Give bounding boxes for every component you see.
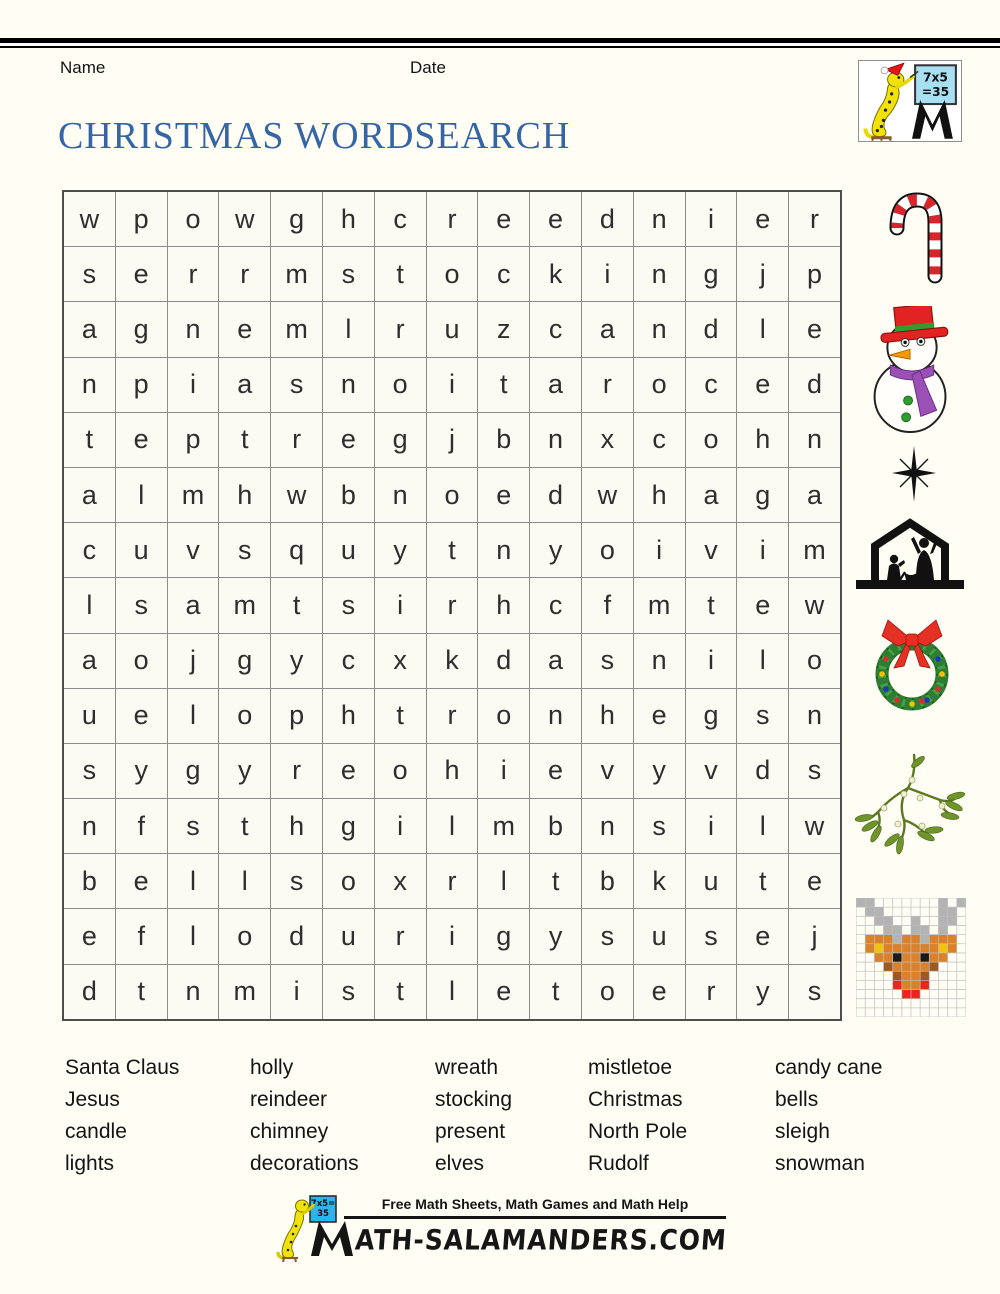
- grid-cell: p: [271, 688, 323, 743]
- wordmark-m-glyph: [310, 1220, 354, 1256]
- grid-cell: k: [530, 247, 582, 302]
- grid-cell: p: [167, 412, 219, 467]
- grid-cell: f: [115, 799, 167, 854]
- grid-row: [63, 633, 841, 688]
- grid-cell: j: [167, 633, 219, 688]
- grid-cell: i: [685, 799, 737, 854]
- grid-cell: s: [633, 799, 685, 854]
- grid-cell: m: [789, 523, 841, 578]
- grid-cell: r: [271, 743, 323, 798]
- grid-cell: s: [685, 909, 737, 964]
- grid-cell: v: [685, 743, 737, 798]
- word-item: snowman: [775, 1152, 865, 1175]
- wordsearch-grid-body: [63, 191, 841, 1020]
- word-item: Jesus: [65, 1088, 120, 1111]
- grid-cell: a: [63, 467, 115, 522]
- grid-cell: p: [115, 357, 167, 412]
- grid-cell: i: [426, 357, 478, 412]
- word-list-column: [65, 1052, 179, 1180]
- footer-rule: [344, 1216, 726, 1219]
- grid-cell: h: [219, 467, 271, 522]
- grid-cell: r: [685, 964, 737, 1020]
- grid-cell: a: [685, 467, 737, 522]
- word-item: Santa Claus: [65, 1056, 180, 1079]
- grid-cell: l: [737, 633, 789, 688]
- grid-cell: g: [685, 688, 737, 743]
- grid-cell: n: [789, 412, 841, 467]
- grid-row: [63, 688, 841, 743]
- grid-cell: d: [271, 909, 323, 964]
- grid-cell: t: [271, 578, 323, 633]
- grid-cell: i: [633, 523, 685, 578]
- footer-tagline: Free Math Sheets, Math Games and Math Help: [381, 1196, 689, 1212]
- grid-cell: h: [322, 191, 374, 247]
- grid-cell: s: [115, 578, 167, 633]
- grid-cell: i: [167, 357, 219, 412]
- grid-cell: r: [426, 854, 478, 909]
- grid-cell: a: [63, 302, 115, 357]
- grid-cell: m: [167, 467, 219, 522]
- grid-cell: l: [167, 854, 219, 909]
- word-list-column: [250, 1052, 359, 1180]
- grid-cell: r: [426, 688, 478, 743]
- grid-cell: y: [374, 523, 426, 578]
- name-label: Name: [60, 58, 106, 77]
- grid-cell: y: [633, 743, 685, 798]
- grid-cell: s: [322, 964, 374, 1020]
- grid-cell: c: [322, 633, 374, 688]
- grid-cell: c: [685, 357, 737, 412]
- grid-cell: r: [426, 191, 478, 247]
- word-item: decorations: [250, 1152, 359, 1175]
- grid-cell: o: [581, 523, 633, 578]
- grid-cell: m: [478, 799, 530, 854]
- grid-cell: e: [115, 247, 167, 302]
- grid-cell: y: [219, 743, 271, 798]
- grid-cell: e: [115, 688, 167, 743]
- grid-cell: b: [530, 799, 582, 854]
- mistletoe-image: [854, 750, 970, 855]
- candy-cane-image: [884, 192, 946, 284]
- grid-cell: l: [737, 302, 789, 357]
- grid-cell: j: [789, 909, 841, 964]
- grid-cell: w: [789, 578, 841, 633]
- grid-cell: o: [219, 688, 271, 743]
- grid-cell: e: [633, 688, 685, 743]
- grid-row: [63, 467, 841, 522]
- grid-cell: o: [633, 357, 685, 412]
- grid-cell: l: [426, 799, 478, 854]
- grid-cell: l: [63, 578, 115, 633]
- grid-cell: m: [271, 302, 323, 357]
- grid-cell: e: [478, 191, 530, 247]
- word-item: present: [435, 1120, 506, 1143]
- grid-cell: s: [63, 247, 115, 302]
- grid-cell: c: [633, 412, 685, 467]
- date-label: Date: [410, 58, 446, 77]
- grid-cell: m: [633, 578, 685, 633]
- word-item: elves: [435, 1152, 485, 1175]
- grid-cell: a: [789, 467, 841, 522]
- grid-cell: y: [530, 909, 582, 964]
- grid-cell: i: [685, 633, 737, 688]
- grid-cell: o: [789, 633, 841, 688]
- grid-cell: a: [581, 302, 633, 357]
- footer: [0, 1194, 1000, 1262]
- logo-m-glyph: [912, 100, 953, 139]
- grid-cell: s: [322, 578, 374, 633]
- grid-cell: h: [581, 688, 633, 743]
- nativity-scene-image: [854, 506, 966, 592]
- grid-cell: a: [63, 633, 115, 688]
- grid-row: [63, 799, 841, 854]
- grid-cell: d: [530, 467, 582, 522]
- grid-cell: d: [63, 964, 115, 1020]
- grid-cell: v: [167, 523, 219, 578]
- grid-cell: x: [374, 633, 426, 688]
- top-double-rule: [0, 38, 1000, 48]
- logo-board-line2: =35: [921, 84, 950, 99]
- grid-cell: e: [530, 743, 582, 798]
- grid-cell: i: [685, 191, 737, 247]
- grid-cell: o: [167, 191, 219, 247]
- grid-cell: n: [63, 799, 115, 854]
- grid-cell: e: [737, 191, 789, 247]
- grid-row: [63, 247, 841, 302]
- wreath-image: [854, 616, 970, 716]
- grid-cell: g: [737, 467, 789, 522]
- grid-cell: u: [63, 688, 115, 743]
- grid-cell: e: [737, 357, 789, 412]
- grid-cell: n: [322, 357, 374, 412]
- grid-cell: e: [219, 302, 271, 357]
- grid-cell: a: [530, 357, 582, 412]
- grid-cell: h: [633, 467, 685, 522]
- grid-cell: c: [478, 247, 530, 302]
- grid-cell: n: [789, 688, 841, 743]
- grid-cell: g: [685, 247, 737, 302]
- word-item: Rudolf: [588, 1152, 649, 1175]
- grid-cell: o: [322, 854, 374, 909]
- grid-cell: r: [581, 357, 633, 412]
- grid-cell: u: [685, 854, 737, 909]
- grid-cell: g: [219, 633, 271, 688]
- grid-cell: t: [374, 964, 426, 1020]
- grid-cell: t: [374, 688, 426, 743]
- grid-cell: w: [581, 467, 633, 522]
- grid-cell: g: [271, 191, 323, 247]
- grid-cell: x: [581, 412, 633, 467]
- grid-cell: r: [271, 412, 323, 467]
- grid-cell: y: [115, 743, 167, 798]
- grid-cell: r: [426, 578, 478, 633]
- grid-cell: s: [167, 799, 219, 854]
- grid-cell: a: [219, 357, 271, 412]
- grid-cell: u: [115, 523, 167, 578]
- grid-cell: s: [581, 633, 633, 688]
- grid-cell: d: [737, 743, 789, 798]
- grid-cell: d: [685, 302, 737, 357]
- word-item: bells: [775, 1088, 819, 1111]
- grid-cell: w: [63, 191, 115, 247]
- grid-cell: s: [63, 743, 115, 798]
- grid-cell: w: [789, 799, 841, 854]
- grid-cell: l: [219, 854, 271, 909]
- grid-cell: p: [789, 247, 841, 302]
- word-item: sleigh: [775, 1120, 830, 1143]
- grid-cell: i: [478, 743, 530, 798]
- grid-cell: a: [530, 633, 582, 688]
- grid-cell: t: [374, 247, 426, 302]
- grid-cell: t: [478, 357, 530, 412]
- grid-row: [63, 854, 841, 909]
- word-item: chimney: [250, 1120, 329, 1143]
- grid-cell: s: [322, 247, 374, 302]
- grid-cell: l: [478, 854, 530, 909]
- grid-cell: l: [167, 688, 219, 743]
- footer-wordmark: [310, 1220, 729, 1256]
- grid-cell: l: [115, 467, 167, 522]
- grid-cell: l: [426, 964, 478, 1020]
- grid-cell: h: [737, 412, 789, 467]
- grid-cell: e: [322, 743, 374, 798]
- grid-cell: n: [530, 688, 582, 743]
- word-item: reindeer: [250, 1088, 328, 1111]
- grid-cell: s: [271, 854, 323, 909]
- grid-row: [63, 743, 841, 798]
- grid-cell: o: [478, 688, 530, 743]
- grid-cell: b: [478, 412, 530, 467]
- grid-cell: e: [789, 854, 841, 909]
- grid-cell: f: [115, 909, 167, 964]
- grid-cell: q: [271, 523, 323, 578]
- reindeer-pixel-image: [856, 898, 966, 1017]
- grid-cell: z: [478, 302, 530, 357]
- grid-cell: o: [374, 743, 426, 798]
- grid-row: [63, 964, 841, 1020]
- grid-cell: r: [374, 909, 426, 964]
- word-item: wreath: [435, 1056, 499, 1079]
- grid-cell: c: [530, 302, 582, 357]
- grid-cell: o: [374, 357, 426, 412]
- grid-cell: n: [530, 412, 582, 467]
- grid-cell: u: [633, 909, 685, 964]
- grid-row: [63, 302, 841, 357]
- grid-cell: o: [426, 467, 478, 522]
- grid-cell: p: [115, 191, 167, 247]
- grid-cell: g: [374, 412, 426, 467]
- grid-cell: i: [374, 578, 426, 633]
- grid-cell: c: [530, 578, 582, 633]
- grid-cell: j: [426, 412, 478, 467]
- grid-cell: n: [633, 247, 685, 302]
- grid-cell: r: [167, 247, 219, 302]
- grid-cell: u: [426, 302, 478, 357]
- grid-cell: l: [737, 799, 789, 854]
- grid-cell: e: [789, 302, 841, 357]
- grid-cell: e: [115, 854, 167, 909]
- grid-cell: g: [322, 799, 374, 854]
- word-list-column: [775, 1052, 882, 1180]
- word-item: holly: [250, 1056, 294, 1079]
- grid-cell: e: [115, 412, 167, 467]
- grid-cell: s: [789, 743, 841, 798]
- grid-cell: n: [63, 357, 115, 412]
- grid-cell: e: [530, 191, 582, 247]
- grid-cell: n: [581, 799, 633, 854]
- grid-cell: t: [115, 964, 167, 1020]
- grid-cell: o: [426, 247, 478, 302]
- grid-cell: n: [633, 633, 685, 688]
- grid-cell: e: [478, 467, 530, 522]
- grid-cell: g: [478, 909, 530, 964]
- grid-cell: i: [426, 909, 478, 964]
- snowman-hat-icon: [878, 306, 948, 343]
- grid-cell: d: [581, 191, 633, 247]
- grid-cell: k: [426, 633, 478, 688]
- grid-cell: e: [737, 578, 789, 633]
- grid-cell: n: [633, 302, 685, 357]
- grid-cell: j: [737, 247, 789, 302]
- grid-cell: w: [271, 467, 323, 522]
- grid-cell: e: [478, 964, 530, 1020]
- grid-cell: t: [219, 412, 271, 467]
- word-item: candle: [65, 1120, 127, 1143]
- grid-cell: t: [63, 412, 115, 467]
- grid-cell: o: [115, 633, 167, 688]
- snowman-image: [862, 306, 962, 434]
- word-list-column: [435, 1052, 512, 1180]
- logo-board-line1: 7x5: [923, 70, 948, 85]
- grid-cell: o: [581, 964, 633, 1020]
- grid-cell: s: [789, 964, 841, 1020]
- grid-cell: e: [63, 909, 115, 964]
- grid-cell: o: [685, 412, 737, 467]
- footer-board-line1: 7x5=: [310, 1199, 336, 1209]
- grid-cell: y: [271, 633, 323, 688]
- math-salamanders-logo: [858, 60, 962, 142]
- grid-cell: g: [115, 302, 167, 357]
- grid-cell: c: [63, 523, 115, 578]
- grid-row: [63, 357, 841, 412]
- grid-cell: e: [633, 964, 685, 1020]
- word-list-column: [588, 1052, 687, 1180]
- grid-cell: r: [219, 247, 271, 302]
- grid-cell: w: [219, 191, 271, 247]
- grid-cell: d: [478, 633, 530, 688]
- wordsearch-grid: [62, 190, 842, 1021]
- grid-cell: t: [426, 523, 478, 578]
- grid-cell: i: [271, 964, 323, 1020]
- grid-cell: b: [581, 854, 633, 909]
- word-item: lights: [65, 1152, 115, 1175]
- grid-cell: n: [167, 964, 219, 1020]
- grid-cell: k: [633, 854, 685, 909]
- grid-cell: e: [737, 909, 789, 964]
- grid-row: [63, 523, 841, 578]
- grid-row: [63, 909, 841, 964]
- grid-cell: m: [219, 578, 271, 633]
- grid-cell: c: [374, 191, 426, 247]
- grid-cell: e: [322, 412, 374, 467]
- word-item: mistletoe: [588, 1056, 673, 1079]
- grid-cell: y: [737, 964, 789, 1020]
- grid-cell: m: [219, 964, 271, 1020]
- grid-cell: s: [737, 688, 789, 743]
- wordmark-text: ATH-SALAMANDERS.COM: [354, 1223, 729, 1256]
- star-image: [892, 446, 936, 504]
- grid-cell: y: [530, 523, 582, 578]
- grid-cell: d: [789, 357, 841, 412]
- grid-cell: s: [581, 909, 633, 964]
- grid-cell: h: [478, 578, 530, 633]
- grid-cell: u: [322, 523, 374, 578]
- grid-cell: u: [322, 909, 374, 964]
- word-item: stocking: [435, 1088, 513, 1111]
- grid-row: [63, 191, 841, 247]
- grid-cell: b: [63, 854, 115, 909]
- grid-cell: h: [426, 743, 478, 798]
- grid-cell: o: [219, 909, 271, 964]
- salamander-logo-icon: [859, 61, 961, 141]
- grid-cell: i: [737, 523, 789, 578]
- grid-cell: v: [581, 743, 633, 798]
- grid-cell: x: [374, 854, 426, 909]
- grid-cell: n: [478, 523, 530, 578]
- grid-cell: r: [374, 302, 426, 357]
- grid-cell: l: [322, 302, 374, 357]
- grid-cell: l: [167, 909, 219, 964]
- grid-cell: g: [167, 743, 219, 798]
- grid-cell: s: [271, 357, 323, 412]
- grid-cell: t: [530, 964, 582, 1020]
- grid-cell: v: [685, 523, 737, 578]
- grid-cell: h: [271, 799, 323, 854]
- grid-cell: n: [374, 467, 426, 522]
- grid-cell: f: [581, 578, 633, 633]
- grid-cell: i: [581, 247, 633, 302]
- grid-cell: n: [633, 191, 685, 247]
- grid-cell: s: [219, 523, 271, 578]
- grid-row: [63, 578, 841, 633]
- page-title: CHRISTMAS WORDSEARCH: [58, 115, 571, 157]
- word-item: Christmas: [588, 1088, 683, 1111]
- grid-row: [63, 412, 841, 467]
- grid-cell: i: [374, 799, 426, 854]
- grid-cell: m: [271, 247, 323, 302]
- grid-cell: t: [219, 799, 271, 854]
- word-item: North Pole: [588, 1120, 688, 1143]
- grid-cell: r: [789, 191, 841, 247]
- grid-cell: h: [322, 688, 374, 743]
- grid-cell: t: [737, 854, 789, 909]
- grid-cell: n: [167, 302, 219, 357]
- footer-board-line2: 35: [317, 1209, 330, 1219]
- grid-cell: t: [530, 854, 582, 909]
- grid-cell: b: [322, 467, 374, 522]
- grid-cell: a: [167, 578, 219, 633]
- word-item: candy cane: [775, 1056, 883, 1079]
- grid-cell: t: [685, 578, 737, 633]
